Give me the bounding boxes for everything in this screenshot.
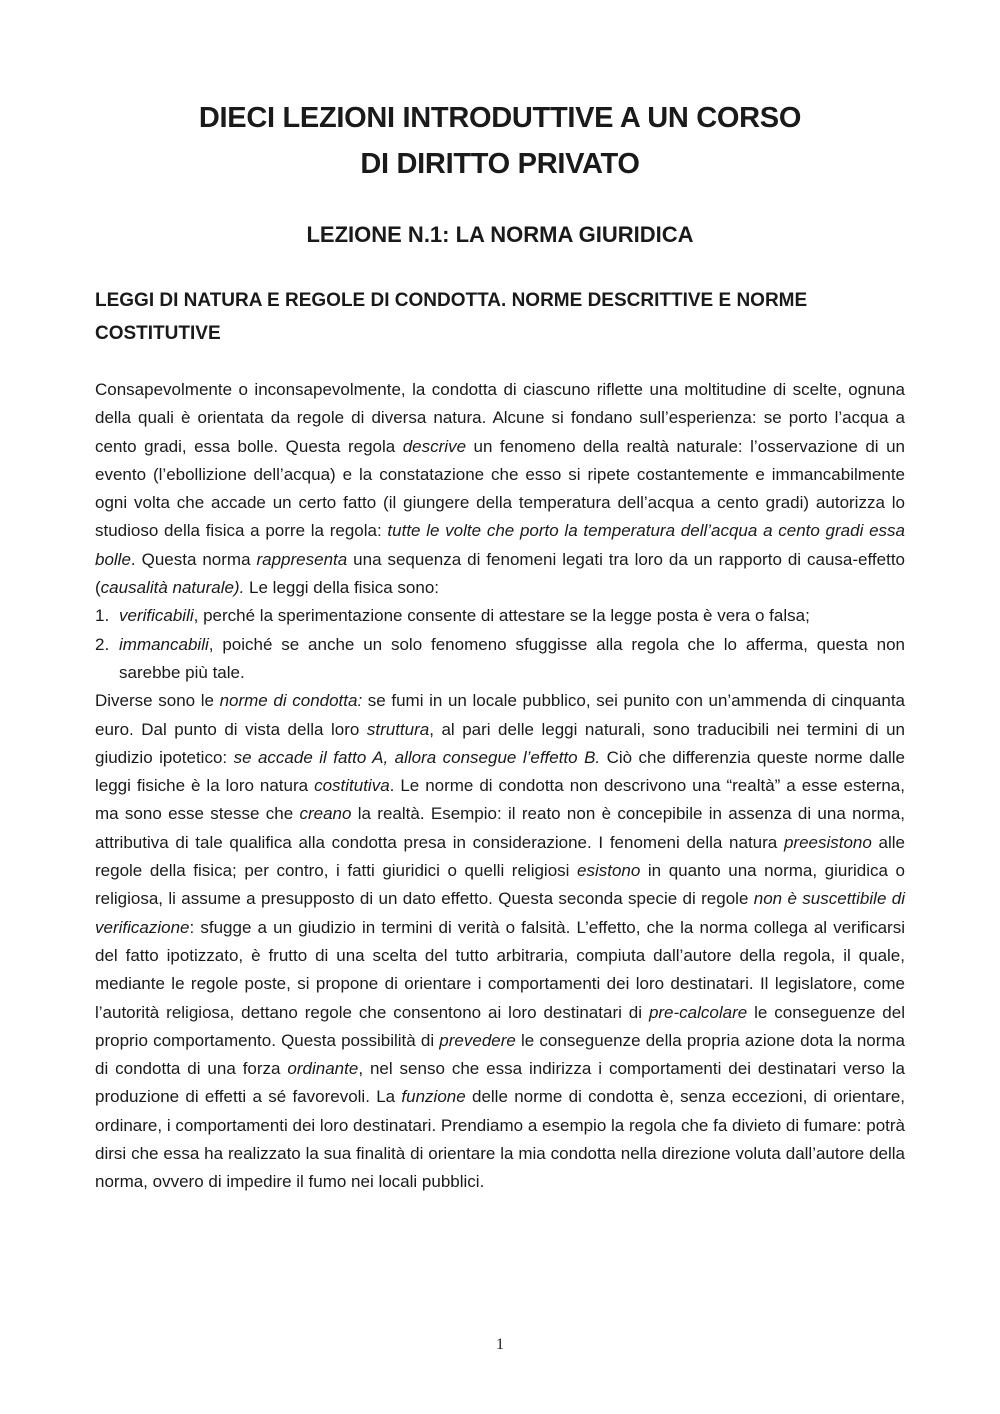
body-text <box>95 376 905 1197</box>
paragraph-1: Consapevolmente o inconsapevolmente, la condotta di ciascuno riflette una moltitudine di scelte, ognuna della quali è orientata da regole di diversa natura. Alcune si fondano sull’esperienza: se porto l’acqua a cento gradi, essa bolle. Questa regola descrive un fenomeno della realtà naturale: l’osservazione di un evento (l’ebollizione dell’acqua) e la constatazione che esso si ripete costantemente e immancabilmente ogni volta che accade un certo fatto (il giungere della temperatura dell’acqua a cento gradi) autorizza lo studioso della fisica a porre la regola: tutte le volte che porto la temperatura dell’acqua a cento gradi essa bolle. Questa norma rappresenta una sequenza di fenomeni legati tra loro da un rapporto di causa-effetto (causalità naturale). Le leggi della fisica sono: <box>95 380 905 598</box>
page-number: 1 <box>496 1336 504 1353</box>
document-title <box>95 95 905 187</box>
section-title: LEGGI DI NATURA E REGOLE DI CONDOTTA. NORME DESCRITTIVE E NORME COSTITUTIVE <box>95 290 808 344</box>
title-line-2: DI DIRITTO PRIVATO <box>360 148 640 180</box>
title-line-1: DIECI LEZIONI INTRODUTTIVE A UN CORSO <box>198 102 802 134</box>
list-item: 2. immancabili, poiché se anche un solo fenomeno sfuggisse alla regola che lo afferma, questa non sarebbe più tale. <box>95 634 905 682</box>
properties-list <box>95 602 905 687</box>
paragraph-2: Diverse sono le norme di condotta: se fumi in un locale pubblico, sei punito con un’ammenda di cinquanta euro. Dal punto di vista della loro struttura, al pari delle leggi naturali, sono traducibili nei termini di un giudizio ipotetico: se accade il fatto A, allora consegue l’effetto B. Ciò che differenzia queste norme dalle leggi fisiche è la loro natura costitutiva. Le norme di condotta non descrivono una “realtà” a esse esterna, ma sono esse stesse che creano la realtà. Esempio: il reato non è concepibile in assenza di una norma, attributiva di tale qualifica alla condotta presa in considerazione. I fenomeni della natura preesistono alle regole della fisica; per contro, i fatti giuridici o quelli religiosi esistono in quanto una norma, giuridica o religiosa, li assume a presupposto di un dato effetto. Questa seconda specie di regole non è suscettibile di verificazione: sfugge a un giudizio in termini di verità o falsità. L’effetto, che la norma collega al verificarsi del fatto ipotizzato, è frutto di una scelta del tutto arbitraria, compiuta dall’autore della regola, il quale, mediante le regole poste, si propone di orientare i comportamenti dei loro destinatari. Il legislatore, come l’autorità religiosa, dettano regole che consentono ai loro destinatari di pre-calcolare le conseguenze del proprio comportamento. Questa possibilità di prevedere le conseguenze della propria azione dota la norma di condotta di una forza ordinante, nel senso che essa indirizza i comportamenti dei destinatari verso la produzione di effetti a sé favorevoli. La funzione delle norme di condotta è, senza eccezioni, di orientare, ordinare, i comportamenti dei loro destinatari. Prendiamo a esempio la regola che fa divieto di fumare: potrà dirsi che essa ha realizzato la sua finalità di orientare la mia condotta nella direzione voluta dall’autore della norma, ovvero di impedire il fumo nei locali pubblici. <box>95 691 906 1192</box>
list-item: 1. verificabili, perché la sperimentazione consente di attestare se la legge posta è vera o falsa; <box>95 606 810 626</box>
lesson-title: LEZIONE N.1: LA NORMA GIURIDICA <box>306 222 694 247</box>
